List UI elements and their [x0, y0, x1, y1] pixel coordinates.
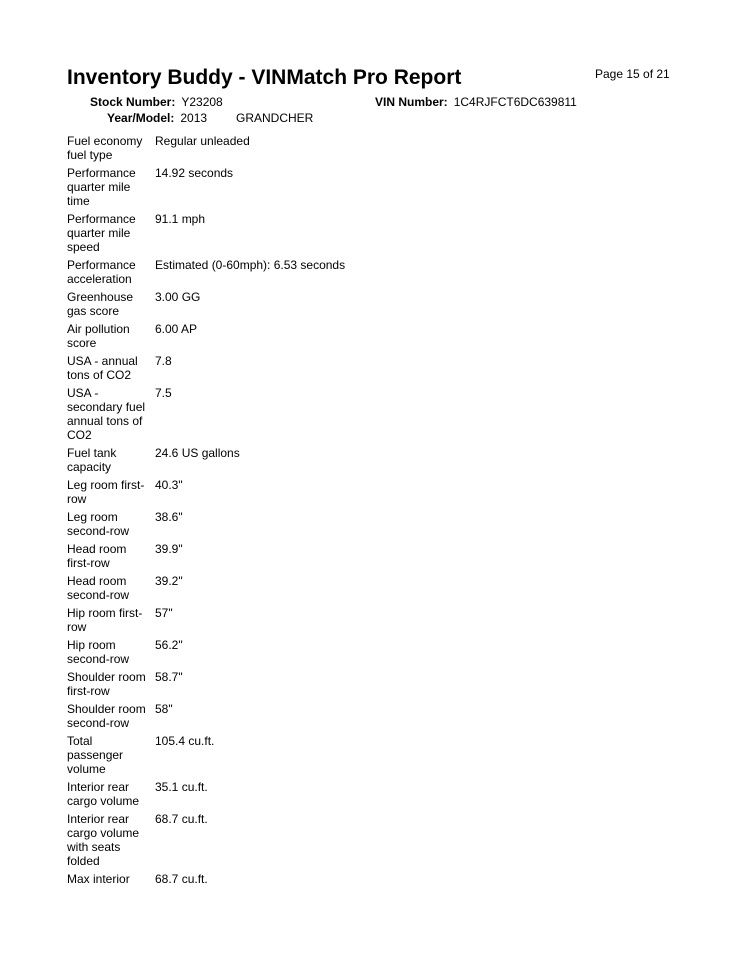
spec-label: Performance quarter mile time: [67, 166, 136, 208]
year-model-label: Year/Model:: [107, 111, 175, 125]
spec-row: [67, 734, 687, 776]
spec-row: [67, 702, 687, 730]
spec-row: [67, 446, 687, 474]
spec-label: USA - annual tons of CO2: [67, 354, 138, 382]
spec-row: [67, 638, 687, 666]
spec-value: 68.7 cu.ft.: [155, 812, 208, 826]
vin-number: [375, 95, 577, 109]
spec-label: USA - secondary fuel annual tons of CO2: [67, 386, 146, 442]
spec-row: [67, 290, 687, 318]
spec-value: 38.6": [155, 510, 183, 524]
spec-value: 35.1 cu.ft.: [155, 780, 208, 794]
spec-label: Hip room second-row: [67, 638, 130, 666]
stock-number-label: Stock Number:: [90, 95, 176, 109]
spec-row: [67, 574, 687, 602]
spec-row: [67, 812, 687, 868]
spec-value: 7.5: [155, 386, 172, 400]
spec-row: [67, 606, 687, 634]
spec-row: [67, 258, 687, 286]
spec-row: [67, 134, 687, 162]
spec-label: Leg room first-row: [67, 478, 145, 506]
spec-label: Head room first-row: [67, 542, 127, 570]
spec-value: Regular unleaded: [155, 134, 250, 148]
spec-label: Hip room first-row: [67, 606, 143, 634]
vin-number-label: VIN Number:: [375, 95, 448, 109]
spec-value: 68.7 cu.ft.: [155, 872, 208, 886]
spec-value: 56.2": [155, 638, 183, 652]
page-number: Page 15 of 21: [595, 67, 670, 81]
spec-row: [67, 872, 687, 886]
model-value: GRANDCHER: [236, 111, 314, 125]
year-value: 2013: [180, 111, 208, 125]
spec-value: 3.00 GG: [155, 290, 201, 304]
spec-row: [67, 510, 687, 538]
spec-row: [67, 670, 687, 698]
spec-label: Fuel tank capacity: [67, 446, 117, 474]
spec-label: Max interior: [67, 872, 130, 886]
spec-label: Performance acceleration: [67, 258, 136, 286]
spec-list: [67, 134, 687, 890]
spec-label: Interior rear cargo volume with seats folded: [67, 812, 140, 868]
spec-label: Leg room second-row: [67, 510, 130, 538]
spec-value: 58": [155, 702, 173, 716]
spec-value: 6.00 AP: [155, 322, 198, 336]
spec-value: 39.2": [155, 574, 183, 588]
vin-number-value: 1C4RJFCT6DC639811: [453, 95, 577, 109]
report-title: Inventory Buddy - VINMatch Pro Report: [67, 66, 462, 89]
spec-value: 40.3": [155, 478, 183, 492]
spec-value: 24.6 US gallons: [155, 446, 240, 460]
spec-value: Estimated (0-60mph): 6.53 seconds: [155, 258, 346, 272]
spec-label: Total passenger volume: [67, 734, 124, 776]
spec-row: [67, 478, 687, 506]
spec-row: [67, 212, 687, 254]
spec-label: Shoulder room first-row: [67, 670, 146, 698]
spec-value: 58.7": [155, 670, 183, 684]
spec-row: [67, 354, 687, 382]
stock-number-value: Y23208: [181, 95, 223, 109]
year-model: [107, 111, 207, 125]
spec-label: Air pollution score: [67, 322, 130, 350]
spec-label: Head room second-row: [67, 574, 130, 602]
spec-row: [67, 542, 687, 570]
spec-value: 91.1 mph: [155, 212, 206, 226]
spec-value: 39.9": [155, 542, 183, 556]
spec-row: [67, 166, 687, 208]
spec-value: 105.4 cu.ft.: [155, 734, 215, 748]
spec-label: Interior rear cargo volume: [67, 780, 140, 808]
spec-row: [67, 780, 687, 808]
spec-row: [67, 386, 687, 442]
spec-label: Fuel economy fuel type: [67, 134, 143, 162]
spec-label: Shoulder room second-row: [67, 702, 146, 730]
spec-label: Performance quarter mile speed: [67, 212, 136, 254]
spec-value: 14.92 seconds: [155, 166, 234, 180]
spec-value: 57": [155, 606, 173, 620]
stock-number: [90, 95, 223, 109]
spec-row: [67, 322, 687, 350]
spec-value: 7.8: [155, 354, 172, 368]
spec-label: Greenhouse gas score: [67, 290, 134, 318]
